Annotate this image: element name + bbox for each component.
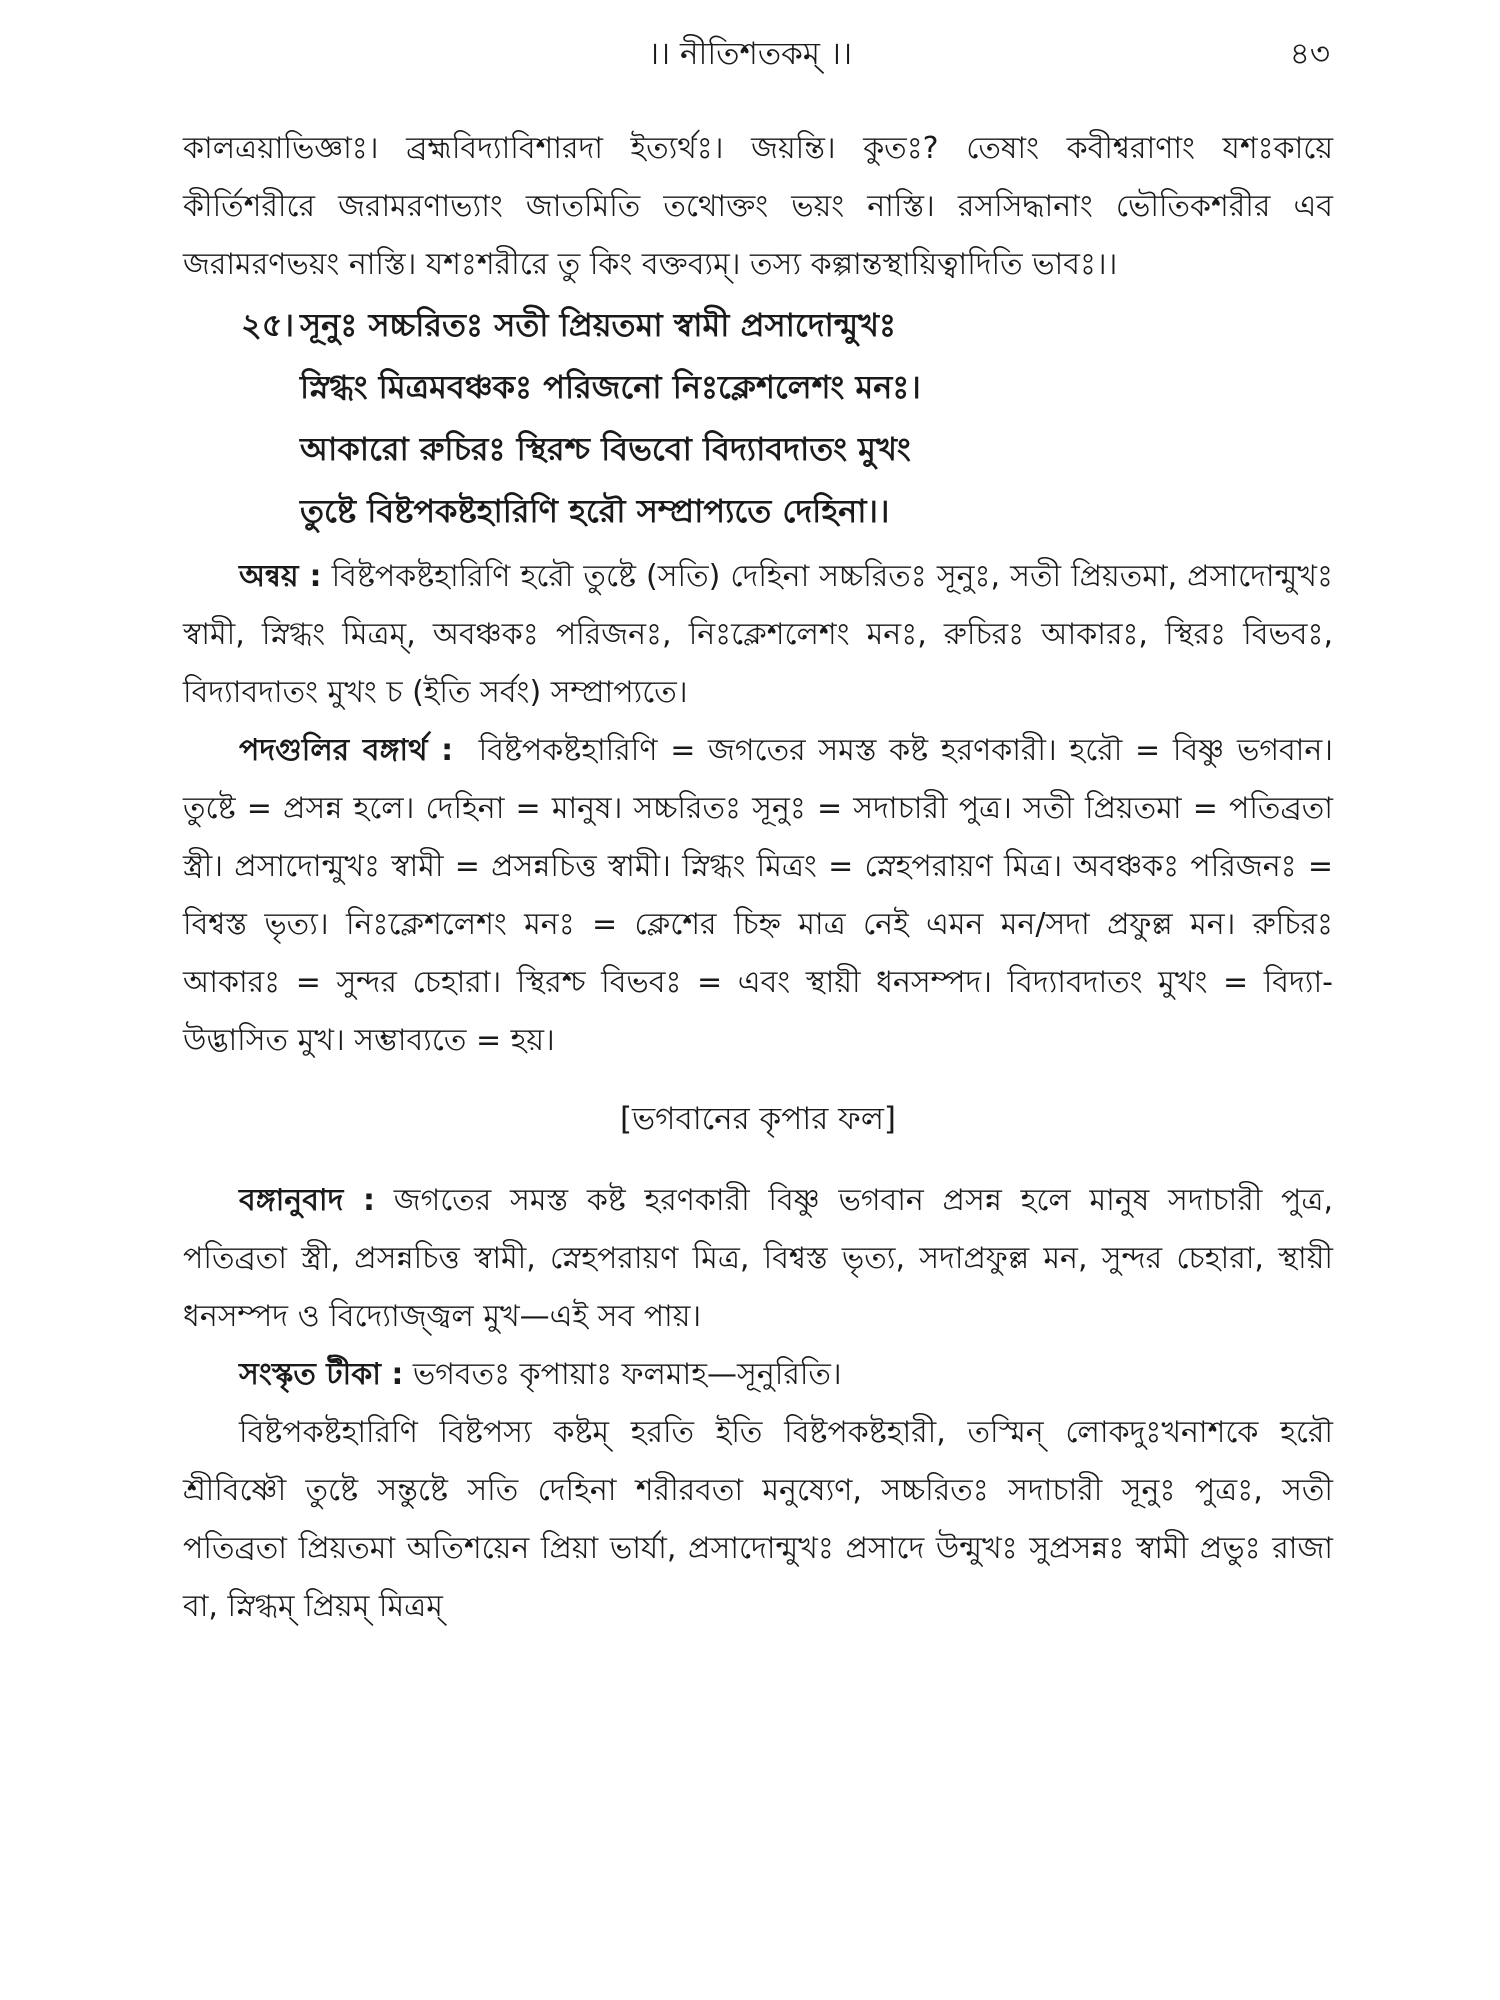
word-meanings-label: পদগুলির বঙ্গার্থ : xyxy=(239,733,454,768)
translation-label: বঙ্গানুবাদ : xyxy=(239,1183,375,1218)
tika-label: সংস্কৃত টীকা : xyxy=(239,1357,404,1392)
verse-line: স্নিগ্ধং মিত্রমবঞ্চকঃ পরিজনো নিঃক্লেশলেশং মনঃ। xyxy=(300,368,921,406)
anvaya-text: বিষ্টপকষ্টহারিণি হরৌ তুষ্টে (সতি) দেহিনা সচ্চরিতঃ সূনুঃ, সতী প্রিয়তমা, প্রসাদোন্মুখঃ স্বামী, স্নিগ্ধং মিত্রম্, অবঞ্চকঃ পরিজনঃ, নিঃক্লেশলেশং মনঃ, রুচিরঃ আকারঃ, স্থিরঃ বিভবঃ, বিদ্যাবদাতং মুখং চ (ইতি সর্বং) সম্প্রাপ্যতে। xyxy=(183,559,1333,710)
tika-intro: ভগবতঃ কৃপায়াঃ ফলমাহ—সূনুরিতি। xyxy=(412,1357,842,1392)
running-title: ।। নীতিশতকম্ ।। xyxy=(647,36,853,72)
verse-line: সূনুঃ সচ্চরিতঃ সতী প্রিয়তমা স্বামী প্রসাদোন্মুখঃ xyxy=(300,306,897,344)
continued-commentary: কালত্রয়াভিজ্ঞাঃ। ব্রহ্মবিদ্যাবিশারদা ইত্যর্থঃ। জয়ন্তি। কুতঃ? তেষাং কবীশ্বরাণাং যশঃকায়ে কীর্তিশরীরে জরামরণাভ্যাং জাতমিতি তথোক্তং ভয়ং নাস্তি। রসসিদ্ধানাং ভৌতিকশরীর এব জরামরণভয়ং নাস্তি। যশঃশরীরে তু কিং বক্তব্যম্। তস্য কল্পান্তস্থায়িত্বাদিতি ভাবঃ।। xyxy=(183,131,1333,282)
page-number: ৪৩ xyxy=(1289,36,1330,72)
section-heading: [ভগবানের কৃপার ফল] xyxy=(619,1101,897,1137)
verse-line: তুষ্টে বিষ্টপকষ্টহারিণি হরৌ সম্প্রাপ্যতে দেহিনা।। xyxy=(300,492,890,530)
translation-paragraph xyxy=(183,1172,1333,1346)
verse-number: ২৫। xyxy=(241,306,295,344)
verse-block xyxy=(183,294,1333,542)
word-meanings-paragraph xyxy=(183,722,1333,1070)
verse-line: আকারো রুচিরঃ স্থিরশ্চ বিভবো বিদ্যাবদাতং মুখং xyxy=(300,430,911,468)
tika-paragraph: বিষ্টপকষ্টহারিণি বিষ্টপস্য কষ্টম্ হরতি ইতি বিষ্টপকষ্টহারী, তস্মিন্ লোকদুঃখনাশকে হরৌ শ্রীবিষ্ণৌ তুষ্টে সন্তুষ্টে সতি দেহিনা শরীরবতা মনুষ্যেণ, সচ্চরিতঃ সদাচারী সূনুঃ পুত্রঃ, সতী পতিব্রতা প্রিয়তমা অতিশয়েন প্রিয়া ভার্যা, প্রসাদোন্মুখঃ প্রসাদে উন্মুখঃ সুপ্রসন্নঃ স্বামী প্রভুঃ রাজা বা, স্নিগ্ধম্ প্রিয়ম্ মিত্রম্ xyxy=(183,1415,1333,1624)
word-meanings-text: বিষ্টপকষ্টহারিণি = জগতের সমস্ত কষ্ট হরণকারী। হরৌ = বিষ্ণু ভগবান। তুষ্টে = প্রসন্ন হলে। দেহিনা = মানুষ। সচ্চরিতঃ সূনুঃ = সদাচারী পুত্র। সতী প্রিয়তমা = পতিব্রতা স্ত্রী। প্রসাদোন্মুখঃ স্বামী = প্রসন্নচিত্ত স্বামী। স্নিগ্ধং মিত্রং = স্নেহপরায়ণ মিত্র। অবঞ্চকঃ পরিজনঃ = বিশ্বস্ত ভৃত্য। নিঃক্লেশলেশং মনঃ = ক্লেশের চিহ্ন মাত্র নেই এমন মন/সদা প্রফুল্ল মন। রুচিরঃ আকারঃ = সুন্দর চেহারা। স্থিরশ্চ বিভবঃ = এবং স্থায়ী ধনসম্পদ। বিদ্যাবদাতং মুখং = বিদ্যা-উদ্ভাসিত মুখ। সম্ভাব্যতে = হয়। xyxy=(183,733,1334,1058)
anvaya-label: অন্বয় : xyxy=(239,559,322,594)
translation-text: জগতের সমস্ত কষ্ট হরণকারী বিষ্ণু ভগবান প্রসন্ন হলে মানুষ সদাচারী পুত্র, পতিব্রতা স্ত্রী, প্রসন্নচিত্ত স্বামী, স্নেহপরায়ণ মিত্র, বিশ্বস্ত ভৃত্য, সদাপ্রফুল্ল মন, সুন্দর চেহারা, স্থায়ী ধনসম্পদ ও বিদ্যোজ্জ্বল মুখ—এই সব পায়। xyxy=(183,1183,1333,1334)
tika-intro-paragraph xyxy=(183,1346,1333,1404)
anvaya-paragraph xyxy=(183,548,1333,722)
page-body xyxy=(183,120,1333,1636)
